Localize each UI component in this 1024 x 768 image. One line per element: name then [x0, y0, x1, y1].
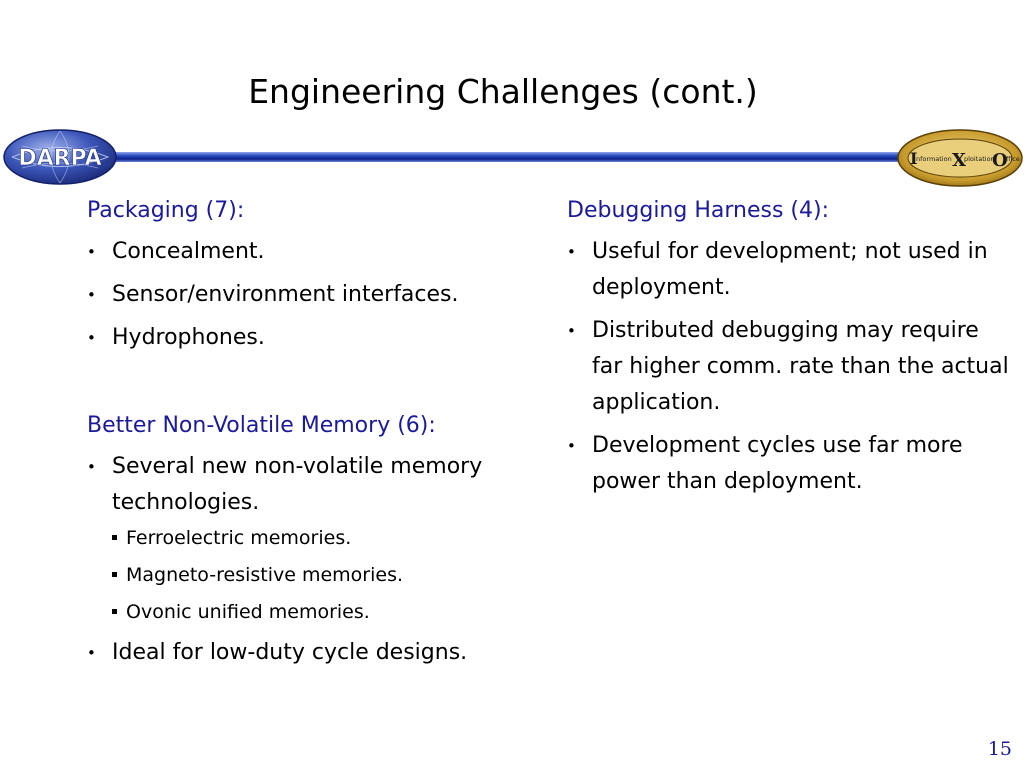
bullet-icon: •	[87, 243, 96, 261]
slide-title: Engineering Challenges (cont.)	[248, 72, 758, 111]
list-item: • Development cycles use far more power than deployment.	[567, 428, 1013, 500]
svg-text:I: I	[910, 149, 918, 168]
list-item: • Sensor/environment interfaces.	[87, 277, 547, 313]
packaging-list	[87, 234, 547, 356]
list-item: • Ideal for low-duty cycle designs.	[87, 635, 547, 671]
svg-text:X: X	[952, 150, 966, 171]
memory-list	[87, 449, 547, 671]
sub-list-item: Ferroelectric memories.	[112, 524, 547, 552]
sub-list-item: Ovonic unified memories.	[112, 598, 547, 626]
bullet-icon: •	[87, 286, 96, 304]
svg-text:nformation: nformation	[916, 155, 952, 163]
section-heading-packaging: Packaging (7):	[87, 198, 245, 223]
bullet-icon: •	[87, 329, 96, 347]
svg-text:ffice: ffice	[1006, 155, 1020, 163]
memory-technologies-sublist	[112, 524, 547, 626]
darpa-logo-icon	[2, 128, 118, 186]
section-heading-memory: Better Non-Volatile Memory (6):	[87, 413, 436, 438]
bullet-icon: •	[567, 322, 576, 340]
square-bullet-icon	[112, 609, 117, 614]
bullet-icon: •	[87, 458, 96, 476]
left-column	[87, 196, 547, 678]
bullet-icon: •	[567, 243, 576, 261]
header-rule	[100, 152, 908, 162]
section-heading-debugging: Debugging Harness (4):	[567, 198, 829, 223]
svg-text:ploitation: ploitation	[964, 155, 995, 163]
square-bullet-icon	[112, 572, 117, 577]
list-item: • Useful for development; not used in deployment.	[567, 234, 1013, 306]
right-column	[567, 196, 1013, 507]
page-number: 15	[987, 738, 1012, 760]
ixo-logo-icon	[896, 128, 1024, 188]
bullet-icon: •	[567, 437, 576, 455]
list-item: • Several new non-volatile memory technologies. Ferroelectric memories. Magneto-resistive memories. Ovonic unified memories.	[87, 449, 547, 626]
svg-text:O: O	[992, 150, 1008, 171]
sub-list-item: Magneto-resistive memories.	[112, 561, 547, 589]
list-item: • Concealment.	[87, 234, 547, 270]
square-bullet-icon	[112, 535, 117, 540]
debugging-list	[567, 234, 1013, 500]
bullet-icon: •	[87, 644, 96, 662]
list-item: • Distributed debugging may require far higher comm. rate than the actual application.	[567, 313, 1013, 421]
list-item: • Hydrophones.	[87, 320, 547, 356]
darpa-logo-text: DARPA	[18, 146, 102, 171]
